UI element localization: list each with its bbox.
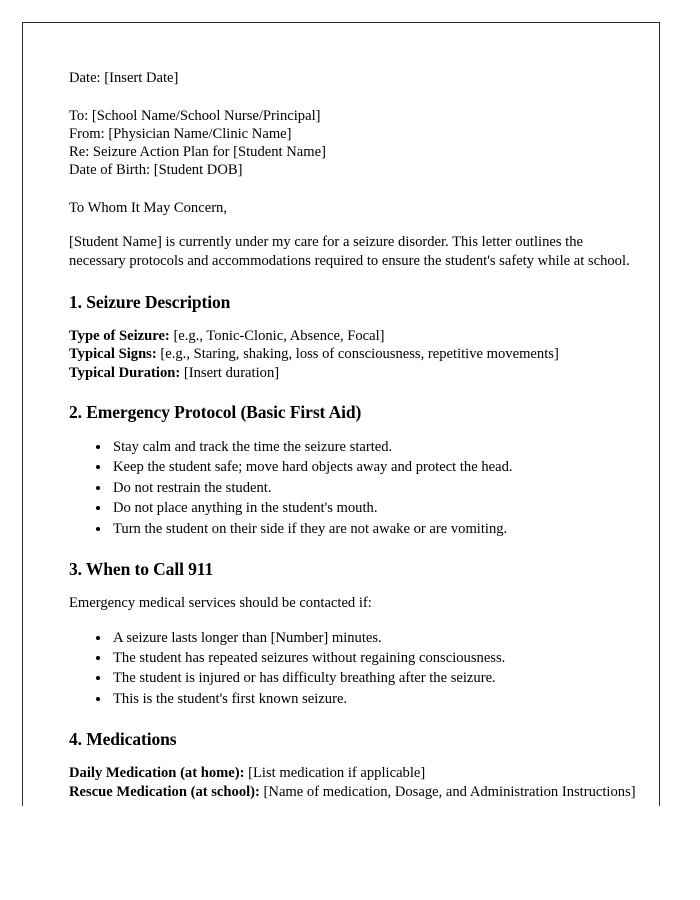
field-label: Daily Medication (at home): [69, 765, 245, 782]
list-item: • The student is injured or has difficulty breathing after the seizure. [111, 668, 641, 688]
list-item: • The student has repeated seizures without regaining consciousness. [111, 648, 641, 668]
date-line: Date: [Insert Date] [69, 70, 179, 86]
document-page-frame [22, 22, 660, 806]
salutation: To Whom It May Concern, [69, 200, 227, 216]
spacer [69, 382, 641, 402]
when-to-call-911-list [69, 628, 641, 710]
sender-line: From: [Physician Name/Clinic Name] [69, 126, 292, 142]
list-item: • Stay calm and track the time the seizure started. [111, 437, 641, 457]
heading-emergency-protocol: 2. Emergency Protocol (Basic First Aid) [69, 402, 362, 422]
heading-medications: 4. Medications [69, 729, 177, 750]
field-value: [Insert duration] [180, 364, 280, 381]
field-value: [e.g., Staring, shaking, loss of consciousness, repetitive movements] [156, 346, 559, 362]
spacer [69, 709, 641, 729]
field-value: [List medication if applicable] [244, 765, 426, 782]
field-typical-duration [69, 364, 641, 383]
spacer [69, 313, 641, 327]
heading-seizure-description: 1. Seizure Description [69, 291, 231, 312]
spacer [69, 423, 641, 437]
field-daily-medication [69, 764, 641, 783]
field-rescue-medication [69, 783, 641, 802]
field-typical-signs [69, 345, 641, 364]
field-label: Typical Duration: [69, 364, 181, 381]
spacer [69, 272, 641, 292]
spacer [69, 580, 641, 594]
spacer [69, 539, 641, 559]
list-item: • Do not place anything in the student's mouth. [111, 498, 641, 518]
spacer [69, 87, 641, 107]
spacer [69, 179, 641, 199]
field-label: Rescue Medication (at school): [69, 783, 260, 800]
heading-when-to-call-911: 3. When to Call 911 [69, 559, 214, 580]
list-item: • Turn the student on their side if they are not awake or are vomiting. [111, 519, 641, 539]
field-label: Type of Seizure: [69, 327, 170, 344]
emergency-protocol-list [69, 437, 641, 539]
list-item: • A seizure lasts longer than [Number] minutes. [111, 628, 641, 648]
field-value: [Name of medication, Dosage, and Administration Instructions] [259, 783, 636, 800]
list-item: • Keep the student safe; move hard objects away and protect the head. [111, 457, 641, 477]
field-value: [e.g., Tonic-Clonic, Absence, Focal] [169, 327, 385, 344]
document-body [69, 69, 641, 801]
field-type-of-seizure [69, 327, 641, 346]
date-of-birth-line: Date of Birth: [Student DOB] [69, 162, 243, 178]
subject-line: Re: Seizure Action Plan for [Student Name] [69, 144, 326, 160]
field-label: Typical Signs: [69, 346, 157, 362]
intro-paragraph: [Student Name] is currently under my care for a seizure disorder. This letter outlines the necessary protocols and accommodations required to ensure the student's safety while at school. [69, 233, 630, 269]
spacer [69, 614, 641, 628]
recipient-line: To: [School Name/School Nurse/Principal] [69, 108, 321, 124]
list-item: • This is the student's first known seizure. [111, 689, 641, 709]
spacer [69, 750, 641, 764]
list-item: • Do not restrain the student. [111, 478, 641, 498]
spacer [69, 219, 641, 233]
when-to-call-911-intro: Emergency medical services should be contacted if: [69, 595, 372, 612]
